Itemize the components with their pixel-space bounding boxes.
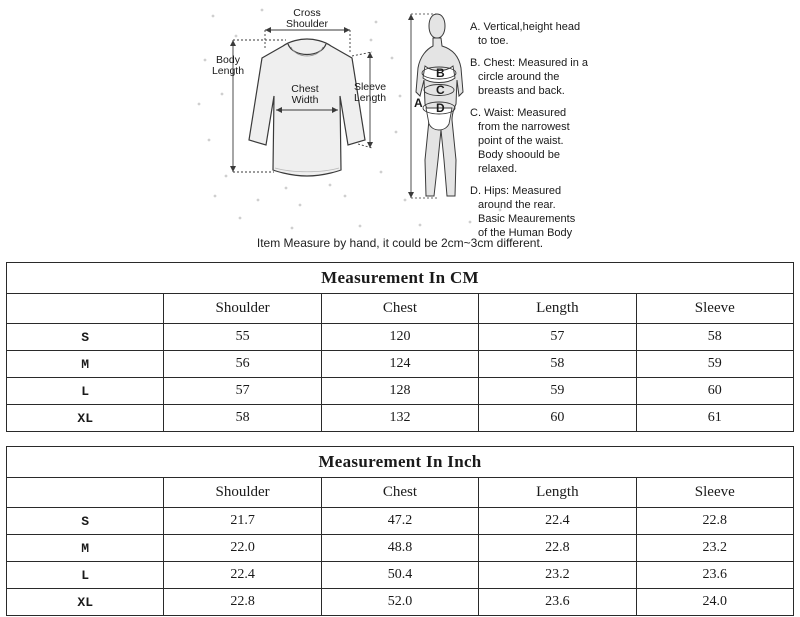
cell-length: 60 (479, 405, 636, 432)
cell-chest: 48.8 (321, 535, 478, 562)
cell-shoulder: 57 (164, 378, 321, 405)
col-head-size-inch (7, 478, 164, 508)
table-row (7, 535, 794, 562)
desc-c-line2: from the narrowest (478, 121, 570, 133)
col-head-shoulder-inch: Shoulder (164, 478, 321, 508)
cell-chest: 47.2 (321, 508, 478, 535)
cell-shoulder: 22.8 (164, 589, 321, 616)
col-head-sleeve-cm: Sleeve (636, 294, 793, 324)
garment-illustration (249, 39, 365, 176)
cell-size: L (7, 562, 164, 589)
desc-c-line3: point of the waist. (478, 135, 564, 147)
table-row (7, 405, 794, 432)
cell-chest: 50.4 (321, 562, 478, 589)
cell-sleeve: 23.2 (636, 535, 793, 562)
cell-size: XL (7, 589, 164, 616)
table-title-row (7, 447, 794, 478)
cell-length: 57 (479, 324, 636, 351)
marker-c: C (436, 83, 445, 97)
table-row (7, 589, 794, 616)
measurement-table-cm (6, 262, 794, 432)
label-cross-shoulder: Cross (293, 7, 321, 19)
col-head-length-inch: Length (479, 478, 636, 508)
desc-d-line1: D. Hips: Measured (470, 185, 562, 197)
desc-d-line3: Basic Meaurements (478, 213, 576, 225)
measurement-table-inch (6, 446, 794, 616)
cell-sleeve: 22.8 (636, 508, 793, 535)
desc-c-line5: relaxed. (478, 163, 518, 175)
label-chest-width-2: Width (291, 94, 319, 106)
cell-length: 59 (479, 378, 636, 405)
table-title-cm: Measurement In CM (7, 263, 794, 294)
table-row (7, 351, 794, 378)
cell-size: S (7, 508, 164, 535)
desc-a-line1: A. Vertical,height head (470, 21, 581, 33)
label-sleeve-length-2: Length (353, 92, 387, 104)
desc-b-line2: circle around the (478, 71, 560, 83)
desc-a-line2: to toe. (478, 35, 509, 47)
col-head-shoulder-cm: Shoulder (164, 294, 321, 324)
cell-shoulder: 22.4 (164, 562, 321, 589)
col-head-sleeve-inch: Sleeve (636, 478, 793, 508)
table-gap (0, 438, 800, 446)
cell-length: 23.2 (479, 562, 636, 589)
cell-chest: 128 (321, 378, 478, 405)
col-head-length-cm: Length (479, 294, 636, 324)
table-header-row (7, 478, 794, 508)
cell-length: 23.6 (479, 589, 636, 616)
label-sleeve-length: Sleeve (353, 81, 387, 93)
cell-size: L (7, 378, 164, 405)
marker-d: D (436, 101, 445, 115)
cell-size: M (7, 535, 164, 562)
cell-size: S (7, 324, 164, 351)
cell-length: 22.4 (479, 508, 636, 535)
cell-sleeve: 59 (636, 351, 793, 378)
cell-sleeve: 24.0 (636, 589, 793, 616)
cell-chest: 52.0 (321, 589, 478, 616)
label-body-length-2: Length (211, 65, 245, 77)
table-header-row (7, 294, 794, 324)
table-title-inch: Measurement In Inch (7, 447, 794, 478)
col-head-size-cm (7, 294, 164, 324)
cell-chest: 124 (321, 351, 478, 378)
cell-shoulder: 58 (164, 405, 321, 432)
inch-table-wrap (0, 446, 800, 616)
cell-length: 22.8 (479, 535, 636, 562)
table-row (7, 378, 794, 405)
desc-b-line3: breasts and back. (478, 85, 565, 97)
cell-size: M (7, 351, 164, 378)
desc-c-line4: Body shoould be (478, 149, 560, 161)
cell-shoulder: 55 (164, 324, 321, 351)
cell-length: 58 (479, 351, 636, 378)
diagram-svg (0, 0, 800, 240)
marker-a: A (414, 96, 423, 110)
label-chest-width: Chest (291, 83, 319, 95)
table-row (7, 324, 794, 351)
desc-d-line2: around the rear. (478, 199, 556, 211)
desc-b-line1: B. Chest: Measured in a (470, 57, 589, 69)
table-row (7, 508, 794, 535)
cell-shoulder: 56 (164, 351, 321, 378)
desc-d-line4: of the Human Body (478, 227, 573, 239)
cell-sleeve: 60 (636, 378, 793, 405)
col-head-chest-cm: Chest (321, 294, 478, 324)
cell-sleeve: 23.6 (636, 562, 793, 589)
measurement-diagram (0, 0, 800, 262)
measure-note: Item Measure by hand, it could be 2cm~3cm different. (256, 236, 544, 250)
table-title-row (7, 263, 794, 294)
cell-chest: 120 (321, 324, 478, 351)
cell-sleeve: 58 (636, 324, 793, 351)
table-row (7, 562, 794, 589)
label-body-length: Body (216, 54, 240, 66)
col-head-chest-inch: Chest (321, 478, 478, 508)
label-cross-shoulder-2: Shoulder (285, 18, 329, 30)
cell-shoulder: 21.7 (164, 508, 321, 535)
cell-shoulder: 22.0 (164, 535, 321, 562)
cell-size: XL (7, 405, 164, 432)
cell-sleeve: 61 (636, 405, 793, 432)
description-block (470, 21, 589, 239)
desc-c-line1: C. Waist: Measured (470, 107, 567, 119)
cell-chest: 132 (321, 405, 478, 432)
cm-table-wrap (0, 262, 800, 432)
marker-b: B (436, 66, 445, 80)
